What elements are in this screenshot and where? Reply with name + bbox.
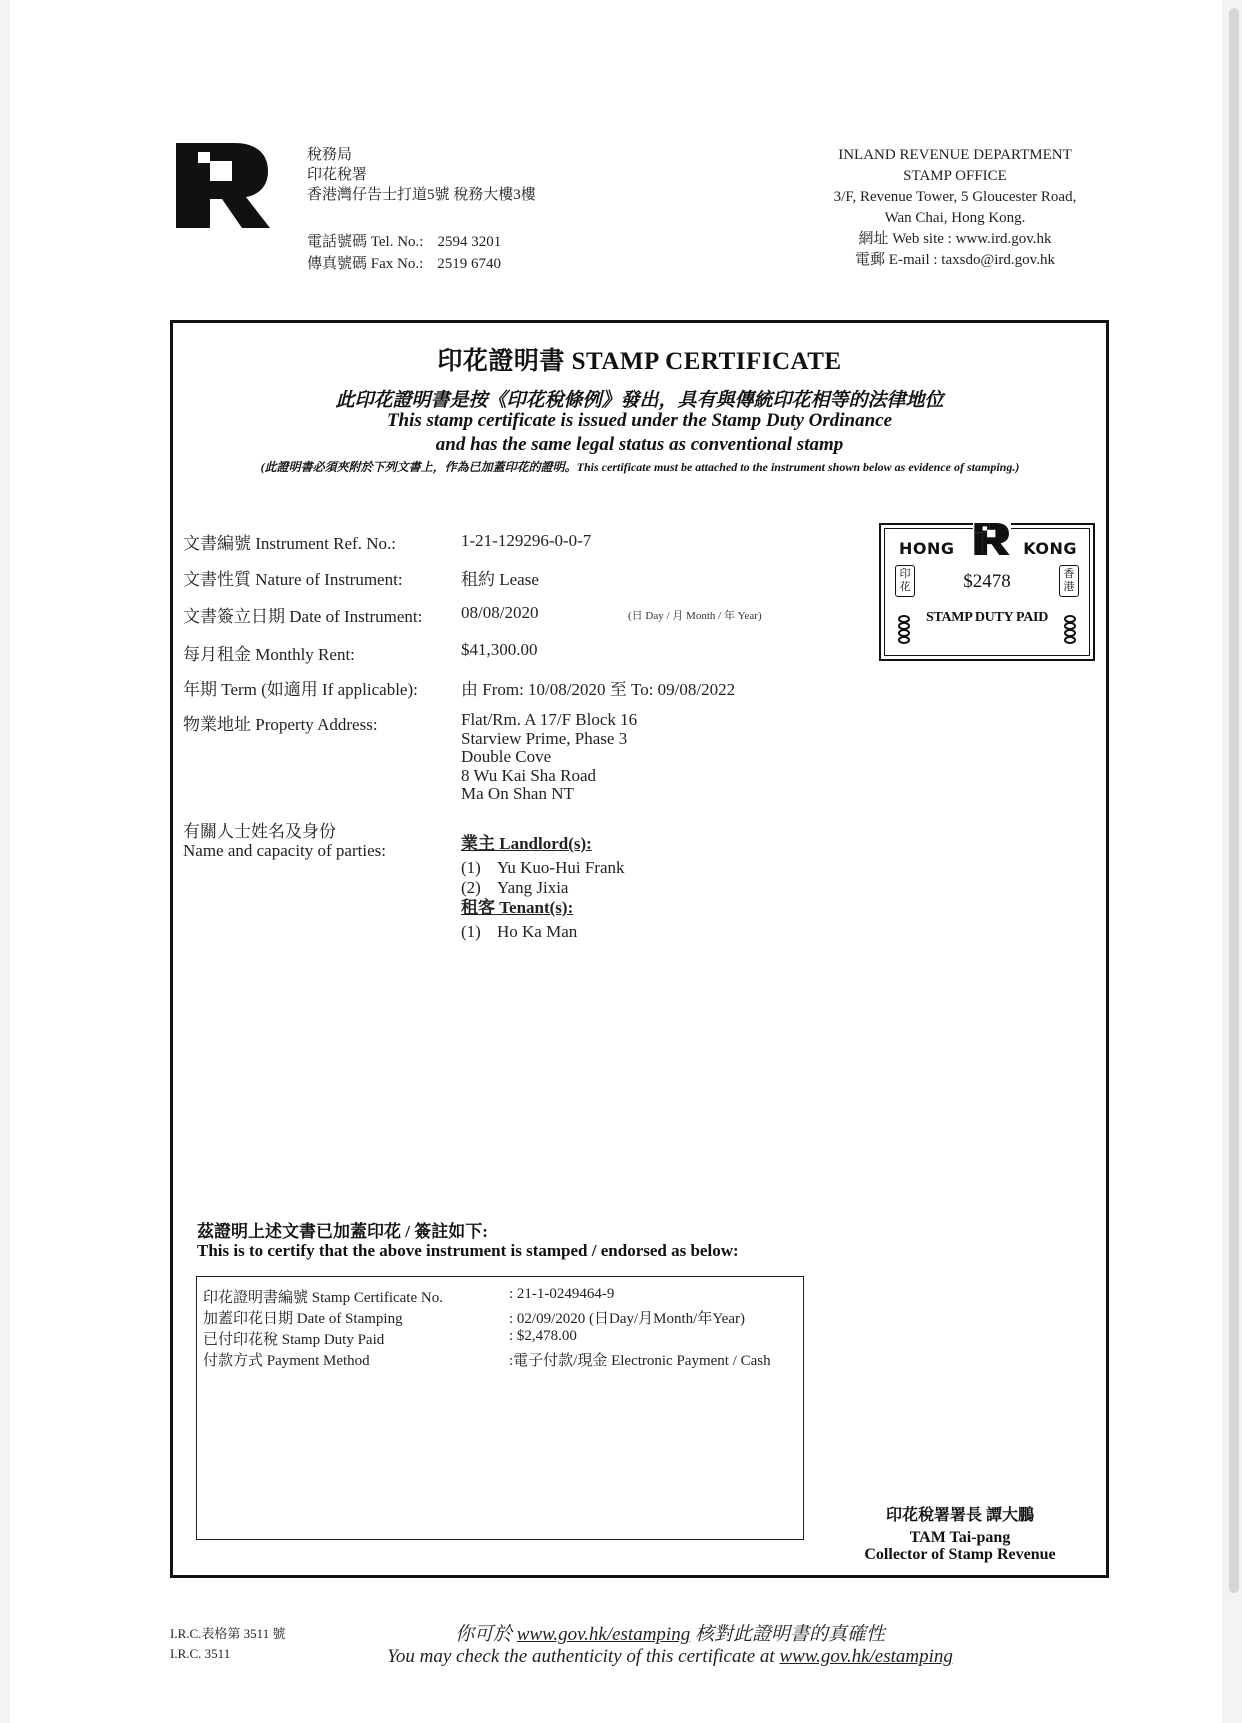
- detail-value: :電子付款/現金 Electronic Payment / Cash: [509, 1353, 771, 1369]
- scrollbar[interactable]: [1222, 0, 1242, 1723]
- party-name: Ho Ka Man: [497, 922, 578, 941]
- subtitle-en-2: and has the same legal status as conventional stamp: [435, 434, 844, 455]
- verify-cn-prefix: 你可於: [455, 1624, 517, 1645]
- verify-en-prefix: You may check the authenticity of this certificate at: [387, 1646, 780, 1667]
- fax-value: 2519 6740: [437, 256, 502, 272]
- detail-label: 已付印花稅 Stamp Duty Paid: [203, 1332, 385, 1348]
- party-number: (1): [461, 922, 481, 941]
- rent-label: 每月租金 Monthly Rent:: [183, 645, 355, 664]
- detail-label: 印花證明書編號 Stamp Certificate No.: [203, 1290, 443, 1306]
- stamp-inner-border: [884, 528, 1090, 656]
- date-format-hint: (日 Day / 月 Month / 年 Year): [628, 610, 762, 622]
- parties-label-cn: 有關人士姓名及身份: [183, 822, 336, 841]
- address-line: Double Cove: [461, 747, 552, 766]
- party-number: (2): [461, 878, 481, 897]
- rent-value: $41,300.00: [461, 640, 538, 659]
- detail-value: : 21-1-0249464-9: [509, 1286, 615, 1302]
- address-line: Flat/Rm. A 17/F Block 16: [461, 710, 638, 729]
- stamp-kong: KONG: [1023, 539, 1077, 558]
- detail-value: : $2,478.00: [509, 1328, 577, 1344]
- subtitle-cn: 此印花證明書是按《印花稅條例》發出，具有與傳統印花相等的法律地位: [335, 390, 944, 411]
- certify-line-en: This is to certify that the above instrument is stamped / endorsed as below:: [197, 1241, 739, 1260]
- ref-label: 文書編號 Instrument Ref. No.:: [183, 534, 396, 553]
- parties-list: [461, 834, 625, 942]
- dept-name: INLAND REVENUE DEPARTMENT: [838, 147, 1072, 163]
- stamp-hong: HONG: [899, 539, 955, 558]
- tel-value: 2594 3201: [437, 234, 502, 250]
- tenant-heading: 租客 Tenant(s):: [461, 898, 574, 917]
- fax-label: 傳真號碼 Fax No.:: [307, 256, 424, 272]
- party-number: (1): [461, 858, 481, 877]
- stamping-details-box: [196, 1276, 804, 1540]
- stamp-right-seal: 香港: [1059, 565, 1079, 597]
- party-name: Yang Jixia: [497, 878, 569, 897]
- header-contact-block: [307, 231, 501, 275]
- ref-value: 1-21-129296-0-0-7: [461, 531, 592, 550]
- date-label: 文書簽立日期 Date of Instrument:: [183, 607, 423, 626]
- signer-title: Collector of Stamp Revenue: [864, 1546, 1056, 1563]
- signer-title-cn: 印花稅署署長 譚大鵬: [885, 1507, 1034, 1524]
- nature-value: 租約 Lease: [461, 570, 539, 589]
- verify-line-cn: [290, 1619, 1050, 1646]
- address-line: 8 Wu Kai Sha Road: [461, 765, 596, 785]
- property-address: [461, 711, 637, 804]
- stamp-paid-text: STAMP DUTY PAID: [925, 610, 1049, 625]
- address-line: Wan Chai, Hong Kong.: [884, 210, 1026, 226]
- verify-cn-suffix: 核對此證明書的真確性: [690, 1624, 885, 1645]
- form-number-en: I.R.C. 3511: [170, 1646, 231, 1661]
- header-chinese-block: [307, 145, 536, 205]
- verify-line-en: [290, 1646, 1050, 1668]
- party-name: Yu Kuo-Hui Frank: [497, 858, 625, 877]
- scrollbar-thumb[interactable]: [1229, 8, 1239, 1593]
- subtitle-en-1: This stamp certificate is issued under the Stamp Duty Ordinance: [386, 410, 893, 431]
- header-cn-line: 香港灣仔告士打道5號 稅務大樓3樓: [307, 187, 536, 203]
- list-item: [461, 878, 625, 898]
- website: 網址 Web site : www.ird.gov.hk: [858, 231, 1052, 247]
- parties-label: [183, 822, 386, 860]
- term-value: 由 From: 10/08/2020 至 To: 09/08/2022: [461, 680, 736, 699]
- list-item: [461, 922, 625, 942]
- stamp-ornament-icon: [1063, 614, 1077, 648]
- address-line: 3/F, Revenue Tower, 5 Gloucester Road,: [833, 189, 1077, 205]
- certificate-title: 印花證明書 STAMP CERTIFICATE: [437, 348, 842, 375]
- estamping-link[interactable]: www.gov.hk/estamping: [516, 1624, 691, 1645]
- stamp-left-seal: 印花: [895, 565, 915, 597]
- stamp-logo: [973, 523, 1011, 555]
- term-label: 年期 Term (如適用 If applicable):: [183, 680, 418, 699]
- signer-name: TAM Tai-pang: [909, 1529, 1011, 1546]
- stamp-amount: $2478: [963, 571, 1011, 592]
- parties-label-en: Name and capacity of parties:: [183, 841, 386, 860]
- document-page: [10, 0, 1222, 1723]
- stamp-duty-paid-stamp: [879, 523, 1095, 661]
- tel-label: 電話號碼 Tel. No.:: [307, 234, 424, 250]
- stamp-ornament-icon: [897, 614, 911, 648]
- form-number-cn: I.R.C.表格第 3511 號: [170, 1626, 286, 1641]
- email: 電郵 E-mail : taxsdo@ird.gov.hk: [855, 252, 1055, 268]
- landlord-heading: 業主 Landlord(s):: [461, 834, 592, 853]
- header-cn-line: 印花稅署: [307, 167, 368, 183]
- detail-label: 加蓋印花日期 Date of Stamping: [203, 1311, 403, 1327]
- attachment-note: (此證明書必須夾附於下列文書上，作為已加蓋印花的證明。This certificate must be attached to the instrument shown below as evidence of stamping.): [260, 460, 1020, 474]
- date-value: 08/08/2020: [461, 603, 539, 622]
- signer-block: [830, 1529, 1090, 1563]
- detail-value: : 02/09/2020 (日Day/月Month/年Year): [509, 1311, 745, 1327]
- detail-label: 付款方式 Payment Method: [203, 1353, 370, 1369]
- certify-line-cn: 茲證明上述文書已加蓋印花 / 簽註如下:: [197, 1222, 488, 1241]
- ird-logo: [176, 143, 270, 228]
- address-line: Starview Prime, Phase 3: [461, 728, 628, 748]
- list-item: [461, 858, 625, 878]
- office-name: STAMP OFFICE: [903, 168, 1007, 184]
- header-cn-line: 稅務局: [307, 147, 353, 163]
- address-line: Ma On Shan NT: [461, 784, 574, 803]
- estamping-link[interactable]: www.gov.hk/estamping: [779, 1646, 953, 1667]
- address-label: 物業地址 Property Address:: [183, 715, 378, 734]
- header-english-block: [800, 145, 1110, 271]
- nature-label: 文書性質 Nature of Instrument:: [183, 570, 403, 589]
